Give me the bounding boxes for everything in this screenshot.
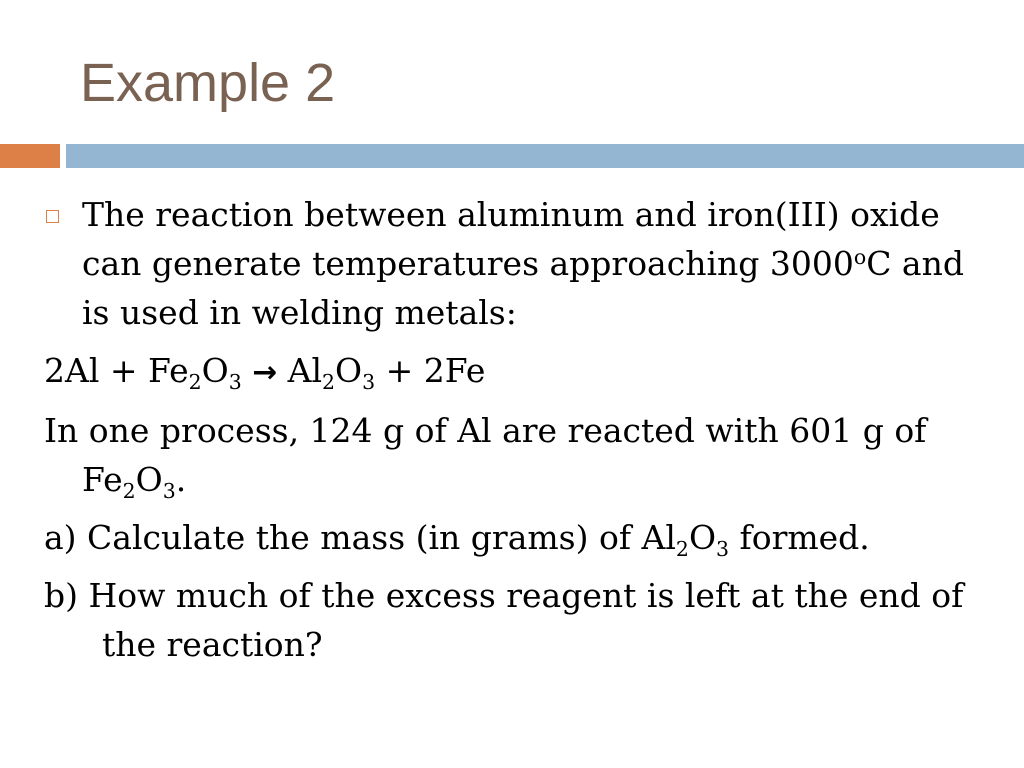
bullet-text-end: C and is used in welding metals: (82, 244, 964, 332)
question-a (44, 513, 994, 562)
process-subscript: 2 (122, 479, 136, 504)
hollow-square-bullet-icon (46, 210, 59, 223)
question-a-subscript: 2 (675, 537, 689, 562)
process-subscript: 3 (162, 479, 176, 504)
bullet-paragraph (44, 190, 994, 337)
equation-product-3: + 2Fe (385, 351, 486, 390)
question-b: b) How much of the excess reagent is left at the end of the reaction? (44, 576, 964, 664)
slide-body (44, 190, 994, 678)
title-rule-orange (0, 144, 60, 168)
equation-subscript: 2 (188, 370, 202, 395)
equation-subscript: 3 (362, 370, 376, 395)
process-paragraph (44, 406, 994, 504)
equation-reactant-1: 2Al + Fe (44, 351, 189, 390)
process-end: . (175, 460, 187, 499)
equation-subscript: 2 (322, 370, 336, 395)
equation-product-2: O (335, 351, 363, 390)
equation-subscript: 3 (228, 370, 242, 395)
bullet-text: The reaction between aluminum and iron(III) oxide can generate temperatures approaching 3000 (82, 195, 940, 283)
degree-superscript: o (853, 244, 867, 269)
chemical-equation (44, 346, 994, 397)
process-text: In one process, 124 g of Al are reacted with 601 g of Fe (44, 411, 927, 499)
title-rule-blue (66, 144, 1024, 168)
process-text-2: O (135, 460, 163, 499)
question-a-subscript: 3 (716, 537, 730, 562)
question-a-text-2: O (688, 518, 716, 557)
slide-title: Example 2 (80, 53, 336, 113)
equation-reactant-2: O (201, 351, 229, 390)
question-a-end: formed. (729, 518, 870, 557)
question-a-text: a) Calculate the mass (in grams) of Al (44, 518, 676, 557)
right-arrow-icon: → (252, 355, 278, 390)
equation-product-1: Al (287, 351, 322, 390)
